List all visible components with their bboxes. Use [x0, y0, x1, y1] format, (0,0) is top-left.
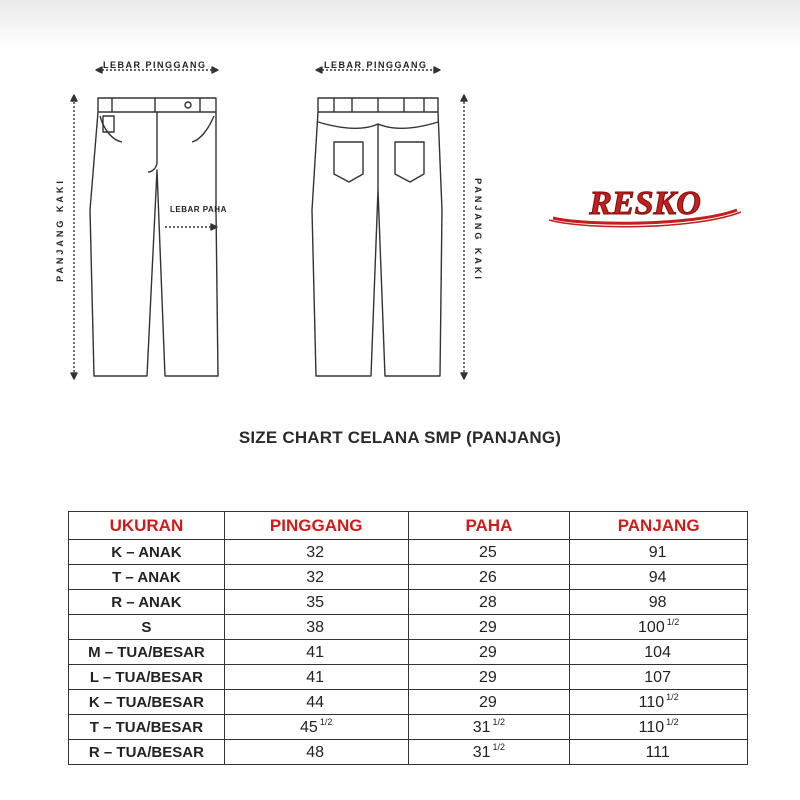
- header-paha: PAHA: [408, 512, 570, 540]
- length-cell-value: 100: [638, 619, 665, 636]
- waist-cell-value: 38: [306, 619, 325, 636]
- size-cell: [69, 715, 225, 740]
- size-cell-value: R – TUA/BESAR: [88, 743, 204, 761]
- left-length-label: PANJANG KAKI: [55, 178, 65, 282]
- length-cell: [570, 665, 748, 690]
- length-cell-fraction: 1/2: [666, 692, 679, 702]
- header-pinggang: PINGGANG: [224, 512, 408, 540]
- length-cell-value: 111: [645, 744, 670, 761]
- waist-cell: [224, 690, 408, 715]
- length-cell-value: 94: [648, 569, 667, 586]
- svg-text:RESKO: RESKO: [589, 185, 701, 222]
- waist-cell-value: 32: [306, 569, 325, 586]
- thigh-cell-fraction: 1/2: [492, 742, 506, 752]
- thigh-cell: [408, 715, 570, 740]
- size-cell: [69, 540, 225, 565]
- size-cell-value: T – TUA/BESAR: [89, 718, 204, 736]
- size-cell: [69, 590, 225, 615]
- length-cell-value: 107: [644, 669, 671, 686]
- table-row: [69, 715, 748, 740]
- waist-cell-value: 44: [306, 694, 325, 711]
- size-cell-value: L – TUA/BESAR: [89, 668, 203, 686]
- thigh-cell-value: 29: [479, 669, 497, 686]
- size-cell-value: R – ANAK: [111, 593, 182, 611]
- waist-cell: [224, 565, 408, 590]
- back-waist-label: LEBAR PINGGANG: [324, 60, 428, 70]
- header-panjang: PANJANG: [570, 512, 748, 540]
- size-cell: [69, 740, 225, 765]
- length-cell-value: 98: [648, 594, 667, 611]
- size-cell: [69, 665, 225, 690]
- size-cell: [69, 640, 225, 665]
- waist-cell-value: 41: [306, 669, 325, 686]
- thigh-cell-value: 25: [479, 544, 497, 561]
- thigh-cell: [408, 590, 570, 615]
- size-cell: [69, 565, 225, 590]
- length-cell-fraction: 1/2: [666, 717, 679, 727]
- table-row: [69, 540, 748, 565]
- length-cell-value: 104: [644, 644, 671, 661]
- thigh-cell: [408, 640, 570, 665]
- thigh-cell: [408, 615, 570, 640]
- thigh-cell: [408, 690, 570, 715]
- size-cell-value: T – ANAK: [112, 568, 181, 586]
- thigh-cell-value: 31: [472, 744, 491, 761]
- thigh-cell: [408, 540, 570, 565]
- thigh-cell-value: 26: [479, 569, 497, 586]
- waist-cell-value: 45: [300, 719, 318, 736]
- length-cell-value: 91: [648, 544, 667, 561]
- thigh-cell: [408, 565, 570, 590]
- table-row: [69, 615, 748, 640]
- thigh-cell-value: 29: [479, 619, 497, 636]
- thigh-cell-value: 31: [472, 719, 491, 736]
- waist-cell: [224, 665, 408, 690]
- length-cell: [570, 640, 748, 665]
- thigh-cell: [408, 665, 570, 690]
- thigh-cell-value: 29: [479, 694, 497, 711]
- length-cell: [570, 715, 748, 740]
- size-cell: [69, 690, 225, 715]
- table-row: [69, 590, 748, 615]
- waist-cell-value: 48: [306, 744, 325, 761]
- length-cell: [570, 565, 748, 590]
- size-cell: [69, 615, 225, 640]
- length-cell: [570, 690, 748, 715]
- size-chart-table: [68, 511, 748, 765]
- waist-cell: [224, 715, 408, 740]
- table-header-row: [69, 512, 748, 540]
- waist-cell-fraction: 1/2: [319, 717, 333, 727]
- right-length-label: PANJANG KAKI: [473, 178, 483, 282]
- waist-cell: [224, 590, 408, 615]
- waist-cell-value: 35: [306, 594, 325, 611]
- table-row: [69, 640, 748, 665]
- length-cell: [570, 590, 748, 615]
- top-shadow-bar: [0, 0, 800, 48]
- thigh-cell: [408, 740, 570, 765]
- front-waist-label: LEBAR PINGGANG: [103, 60, 207, 70]
- size-cell-value: M – TUA/BESAR: [88, 643, 205, 661]
- waist-cell: [224, 615, 408, 640]
- table-row: [69, 740, 748, 765]
- table-row: [69, 565, 748, 590]
- thigh-cell-fraction: 1/2: [492, 717, 506, 727]
- chart-title: SIZE CHART CELANA SMP (PANJANG): [238, 428, 562, 447]
- length-cell: [570, 615, 748, 640]
- length-cell: [570, 740, 748, 765]
- table-row: [69, 690, 748, 715]
- thigh-cell-value: 29: [479, 644, 497, 661]
- table-row: [69, 665, 748, 690]
- waist-cell-value: 41: [306, 644, 325, 661]
- length-cell-value: 110: [638, 719, 665, 736]
- length-cell-value: 110: [638, 694, 665, 711]
- size-cell-value: K – ANAK: [111, 543, 182, 561]
- size-cell-value: K – TUA/BESAR: [88, 693, 204, 711]
- length-cell: [570, 540, 748, 565]
- waist-cell: [224, 640, 408, 665]
- waist-cell-value: 32: [306, 544, 325, 561]
- size-cell-value: S: [141, 618, 152, 636]
- thigh-cell-value: 28: [479, 594, 497, 611]
- thigh-label: LEBAR PAHA: [170, 205, 227, 214]
- waist-cell: [224, 540, 408, 565]
- waist-cell: [224, 740, 408, 765]
- resko-logo: [545, 180, 745, 230]
- length-cell-fraction: 1/2: [666, 617, 680, 627]
- header-ukuran: UKURAN: [69, 512, 225, 540]
